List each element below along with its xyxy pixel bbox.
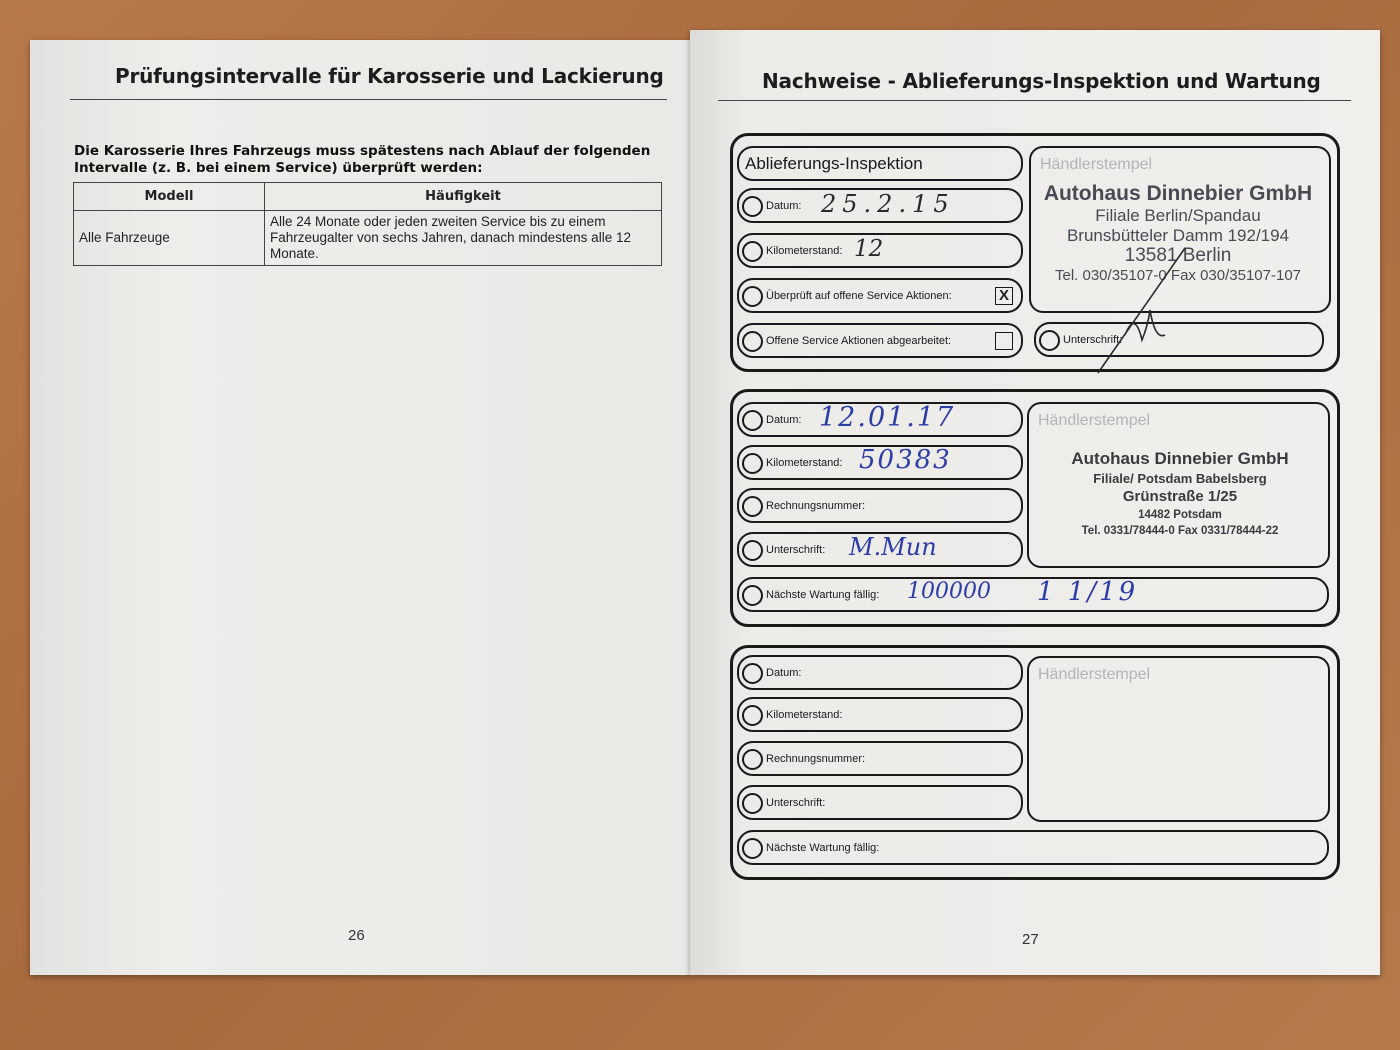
field-circle-icon — [742, 705, 763, 726]
naechste-wartung-field[interactable] — [737, 577, 1329, 612]
signature: M.Mun — [849, 533, 937, 561]
kilometerstand-label: Kilometerstand: — [766, 708, 843, 721]
left-page — [30, 40, 690, 975]
datum-label: Datum: — [766, 199, 802, 212]
right-page-title: Nachweise - Ablieferungs-Inspektion und Wartung — [762, 69, 1321, 93]
naechste-wartung-label: Nächste Wartung fällig: — [766, 841, 880, 854]
stamp-line: Grünstraße 1/25 — [1122, 488, 1238, 505]
datum-value: 25.2.15 — [821, 190, 955, 218]
datum-field[interactable] — [737, 402, 1023, 437]
field-circle-icon — [742, 663, 763, 684]
kilometerstand-field[interactable] — [737, 233, 1023, 268]
stamp-line: Autohaus Dinnebier GmbH — [1043, 182, 1313, 205]
datum-field[interactable] — [737, 188, 1023, 223]
naechste-wartung-label: Nächste Wartung fällig: — [766, 588, 880, 601]
unterschrift-field[interactable] — [737, 532, 1023, 567]
field-circle-icon — [1039, 330, 1060, 351]
stamp-line: Tel. 0331/78444-0 Fax 0331/78444-22 — [1081, 525, 1279, 537]
rechnungsnummer-field[interactable] — [737, 741, 1023, 776]
kilometerstand-label: Kilometerstand: — [766, 456, 843, 469]
heading-pill — [737, 146, 1023, 181]
stamp-box — [1027, 656, 1330, 822]
stamp-line: 13581 Berlin — [1124, 245, 1232, 266]
page-number-left: 26 — [348, 927, 365, 944]
kilometerstand-field[interactable] — [737, 445, 1023, 480]
stamp-line: 14482 Potsdam — [1138, 509, 1222, 521]
field-circle-icon — [742, 793, 763, 814]
left-page-title: Prüfungsintervalle für Karosserie und Lackierung — [115, 64, 664, 88]
field-circle-icon — [742, 286, 763, 307]
naechste-date-value: 1 1/19 — [1037, 577, 1139, 607]
table-header-row — [74, 183, 662, 211]
service-done-field[interactable] — [737, 323, 1023, 358]
kilometerstand-value: 12 — [854, 236, 884, 262]
left-title-rule — [70, 99, 667, 100]
stamp-line: Brunsbütteler Damm 192/194 — [1066, 226, 1290, 245]
right-title-rule — [718, 100, 1351, 101]
stamp-line: Tel. 030/35107-0 Fax 030/35107-107 — [1054, 267, 1302, 284]
section-heading: Ablieferungs-Inspektion — [745, 153, 923, 173]
datum-label: Datum: — [766, 413, 802, 426]
cell-haeufigkeit: Alle 24 Monate oder jeden zweiten Service bis zu einem Fahrzeugalter von sechs Jahren, danach mindestens alle 12 Monate. — [265, 211, 662, 266]
stamp-line: Filiale Berlin/Spandau — [1095, 206, 1261, 225]
field-circle-icon — [742, 410, 763, 431]
field-circle-icon — [742, 241, 763, 262]
field-circle-icon — [742, 496, 763, 517]
column-header-haeufigkeit: Häufigkeit — [265, 183, 662, 211]
intro-text: Die Karosserie Ihres Fahrzeugs muss spätestens nach Ablauf der folgenden Intervalle (z. B. bei einem Service) überprüft werden: — [74, 143, 651, 176]
rechnungsnummer-label: Rechnungsnummer: — [766, 499, 866, 512]
stamp-line: Autohaus Dinnebier GmbH — [1071, 449, 1289, 468]
field-circle-icon — [742, 331, 763, 352]
field-circle-icon — [742, 453, 763, 474]
naechste-km-value: 100000 — [907, 579, 991, 604]
service-done-label: Offene Service Aktionen abgearbeitet: — [766, 334, 952, 347]
service-check-label: Überprüft auf offene Service Aktionen: — [766, 289, 952, 302]
stamp-heading: Händlerstempel — [1038, 412, 1151, 429]
datum-field[interactable] — [737, 655, 1023, 690]
datum-value: 12.01.17 — [819, 402, 956, 433]
intervals-table — [73, 182, 662, 266]
signature-scribble — [1090, 240, 1200, 380]
datum-label: Datum: — [766, 666, 802, 679]
service-check-field[interactable] — [737, 278, 1023, 313]
field-circle-icon — [742, 540, 763, 561]
cell-modell: Alle Fahrzeuge — [74, 211, 265, 266]
field-circle-icon — [742, 196, 763, 217]
column-header-modell: Modell — [74, 183, 265, 211]
stamp-line: Filiale/ Potsdam Babelsberg — [1093, 471, 1267, 486]
unterschrift-label: Unterschrift: — [766, 543, 826, 556]
dealer-stamp — [1040, 448, 1320, 539]
rechnungsnummer-label: Rechnungsnummer: — [766, 752, 866, 765]
stamp-heading: Händlerstempel — [1038, 666, 1151, 683]
table-row — [74, 211, 662, 266]
field-circle-icon — [742, 838, 763, 859]
rechnungsnummer-field[interactable] — [737, 488, 1023, 523]
kilometerstand-label: Kilometerstand: — [766, 244, 843, 257]
kilometerstand-value: 50383 — [859, 445, 952, 475]
kilometerstand-field[interactable] — [737, 697, 1023, 732]
field-circle-icon — [742, 749, 763, 770]
service-checkbox[interactable]: X — [995, 287, 1013, 305]
naechste-wartung-field[interactable] — [737, 830, 1329, 865]
page-number-right: 27 — [1022, 931, 1039, 948]
service-done-checkbox[interactable] — [995, 332, 1013, 350]
unterschrift-label: Unterschrift: — [1063, 333, 1123, 346]
unterschrift-field[interactable] — [737, 785, 1023, 820]
field-circle-icon — [742, 585, 763, 606]
unterschrift-label: Unterschrift: — [766, 796, 826, 809]
stamp-heading: Händlerstempel — [1040, 156, 1153, 173]
